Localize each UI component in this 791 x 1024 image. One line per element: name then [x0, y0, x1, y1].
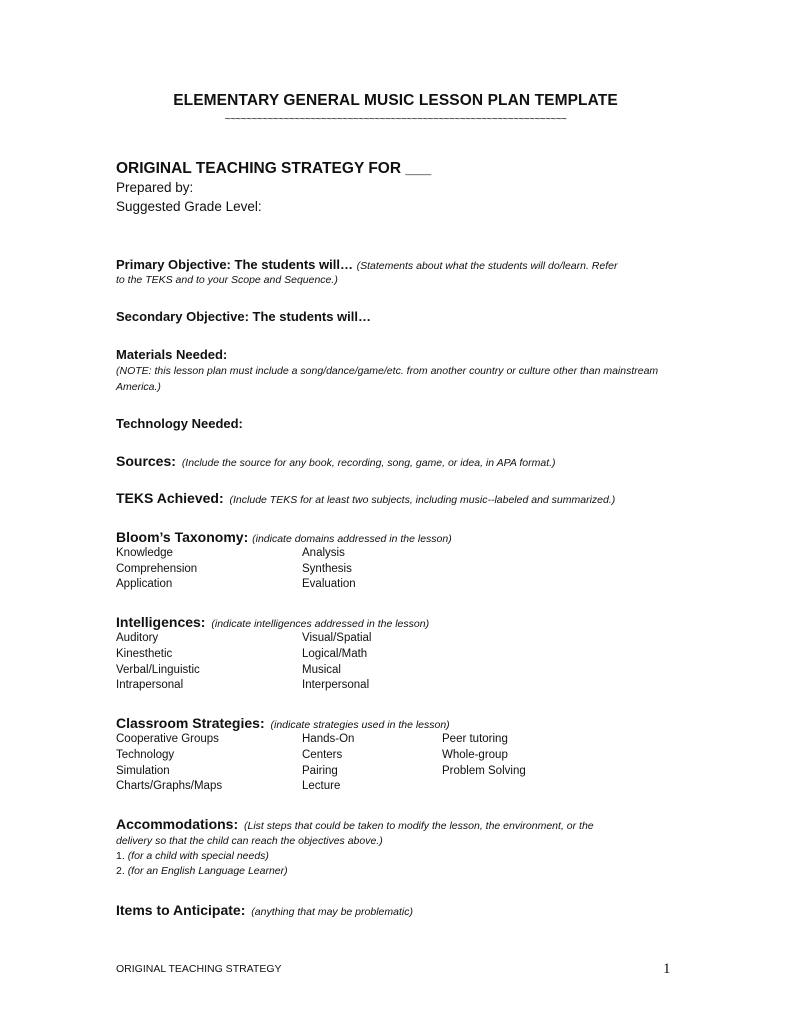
primary-objective-note: (Statements about what the students will do/learn. Refer — [356, 260, 618, 272]
anticipate-row — [116, 902, 413, 918]
intelligence-item: Interpersonal — [302, 679, 370, 691]
accommodation-number: 1. — [116, 850, 125, 862]
sources-row — [116, 453, 556, 469]
accommodations-note: (List steps that could be taken to modify the lesson, the environment, or the — [244, 820, 594, 832]
strategy-item: Cooperative Groups — [116, 733, 219, 745]
strategy-item: Centers — [302, 749, 343, 761]
intelligence-item: Auditory — [116, 632, 159, 644]
intelligences-row — [116, 614, 429, 630]
primary-objective-note-cont: to the TEKS and to your Scope and Sequence.) — [116, 274, 338, 286]
teks-note: (Include TEKS for at least two subjects, including music--labeled and summarized.) — [229, 494, 616, 506]
strategy-item: Peer tutoring — [442, 733, 508, 745]
classroom-strategies-label: Classroom Strategies: — [116, 715, 265, 731]
classroom-strategies-note: (indicate strategies used in the lesson) — [270, 719, 450, 731]
strategy-item: Problem Solving — [442, 765, 526, 777]
materials-label: Materials Needed: — [116, 347, 228, 362]
intelligences-label: Intelligences: — [116, 614, 206, 630]
intelligence-item: Intrapersonal — [116, 679, 184, 691]
blooms-item: Analysis — [302, 547, 345, 559]
accommodation-number: 2. — [116, 865, 125, 877]
footer-label: ORIGINAL TEACHING STRATEGY — [116, 963, 282, 975]
accommodation-text: (for an English Language Learner) — [127, 865, 288, 877]
intelligences-note: (indicate intelligences addressed in the lesson) — [211, 618, 430, 630]
strategy-item: Technology — [116, 749, 175, 761]
blooms-row — [116, 529, 452, 545]
strategy-item: Hands-On — [302, 733, 355, 745]
accommodations-row — [116, 816, 594, 832]
accommodations-label: Accommodations: — [116, 816, 239, 832]
intelligence-item: Musical — [302, 664, 341, 676]
strategy-heading: ORIGINAL TEACHING STRATEGY FOR ___ — [116, 160, 432, 177]
intelligence-item: Logical/Math — [302, 648, 368, 660]
blooms-item: Application — [116, 578, 173, 590]
strategy-item: Lecture — [302, 780, 341, 792]
page-number: 1 — [663, 961, 671, 977]
sources-note: (Include the source for any book, recording, song, game, or idea, in APA format.) — [181, 457, 556, 469]
technology-label: Technology Needed: — [116, 416, 243, 431]
sources-label: Sources: — [116, 453, 176, 469]
blooms-item: Synthesis — [302, 563, 352, 575]
blooms-item: Evaluation — [302, 578, 356, 590]
primary-objective-row — [116, 257, 617, 272]
accommodation-text: (for a child with special needs) — [127, 850, 269, 862]
primary-objective-label: Primary Objective: The students will… — [116, 257, 353, 272]
accommodation-item-2 — [116, 865, 288, 877]
strategy-item: Simulation — [116, 765, 170, 777]
document-title: ELEMENTARY GENERAL MUSIC LESSON PLAN TEMPLATE — [173, 92, 618, 109]
anticipate-label: Items to Anticipate: — [116, 902, 246, 918]
anticipate-note: (anything that may be problematic) — [251, 906, 413, 918]
blooms-label: Bloom’s Taxonomy: — [116, 529, 249, 545]
strategy-item: Whole-group — [442, 749, 508, 761]
grade-level-label: Suggested Grade Level: — [116, 199, 262, 214]
blooms-note: (indicate domains addressed in the lesson) — [252, 533, 452, 545]
accommodation-item-1 — [116, 850, 269, 862]
materials-note: (NOTE: this lesson plan must include a song/dance/game/etc. from another country or culture other than mainstream America.) — [116, 365, 659, 393]
strategy-item: Pairing — [302, 765, 338, 777]
strategy-item: Charts/Graphs/Maps — [116, 780, 223, 792]
intelligence-item: Kinesthetic — [116, 648, 173, 660]
classroom-strategies-row — [116, 715, 450, 731]
accommodations-note-cont: delivery so that the child can reach the objectives above.) — [116, 835, 383, 847]
teks-label: TEKS Achieved: — [116, 490, 224, 506]
prepared-by-label: Prepared by: — [116, 180, 194, 195]
blooms-item: Knowledge — [116, 547, 173, 559]
tilde-divider: ~~~~~~~~~~~~~~~~~~~~~~~~~~~~~~~~~~~~~~~~~~~~~~~~~~~~~~~~~~~~~~~~ — [224, 114, 567, 125]
blooms-item: Comprehension — [116, 563, 198, 575]
teks-row — [116, 490, 615, 506]
secondary-objective-label: Secondary Objective: The students will… — [116, 309, 372, 324]
intelligence-item: Verbal/Linguistic — [116, 664, 200, 676]
intelligence-item: Visual/Spatial — [302, 632, 372, 644]
